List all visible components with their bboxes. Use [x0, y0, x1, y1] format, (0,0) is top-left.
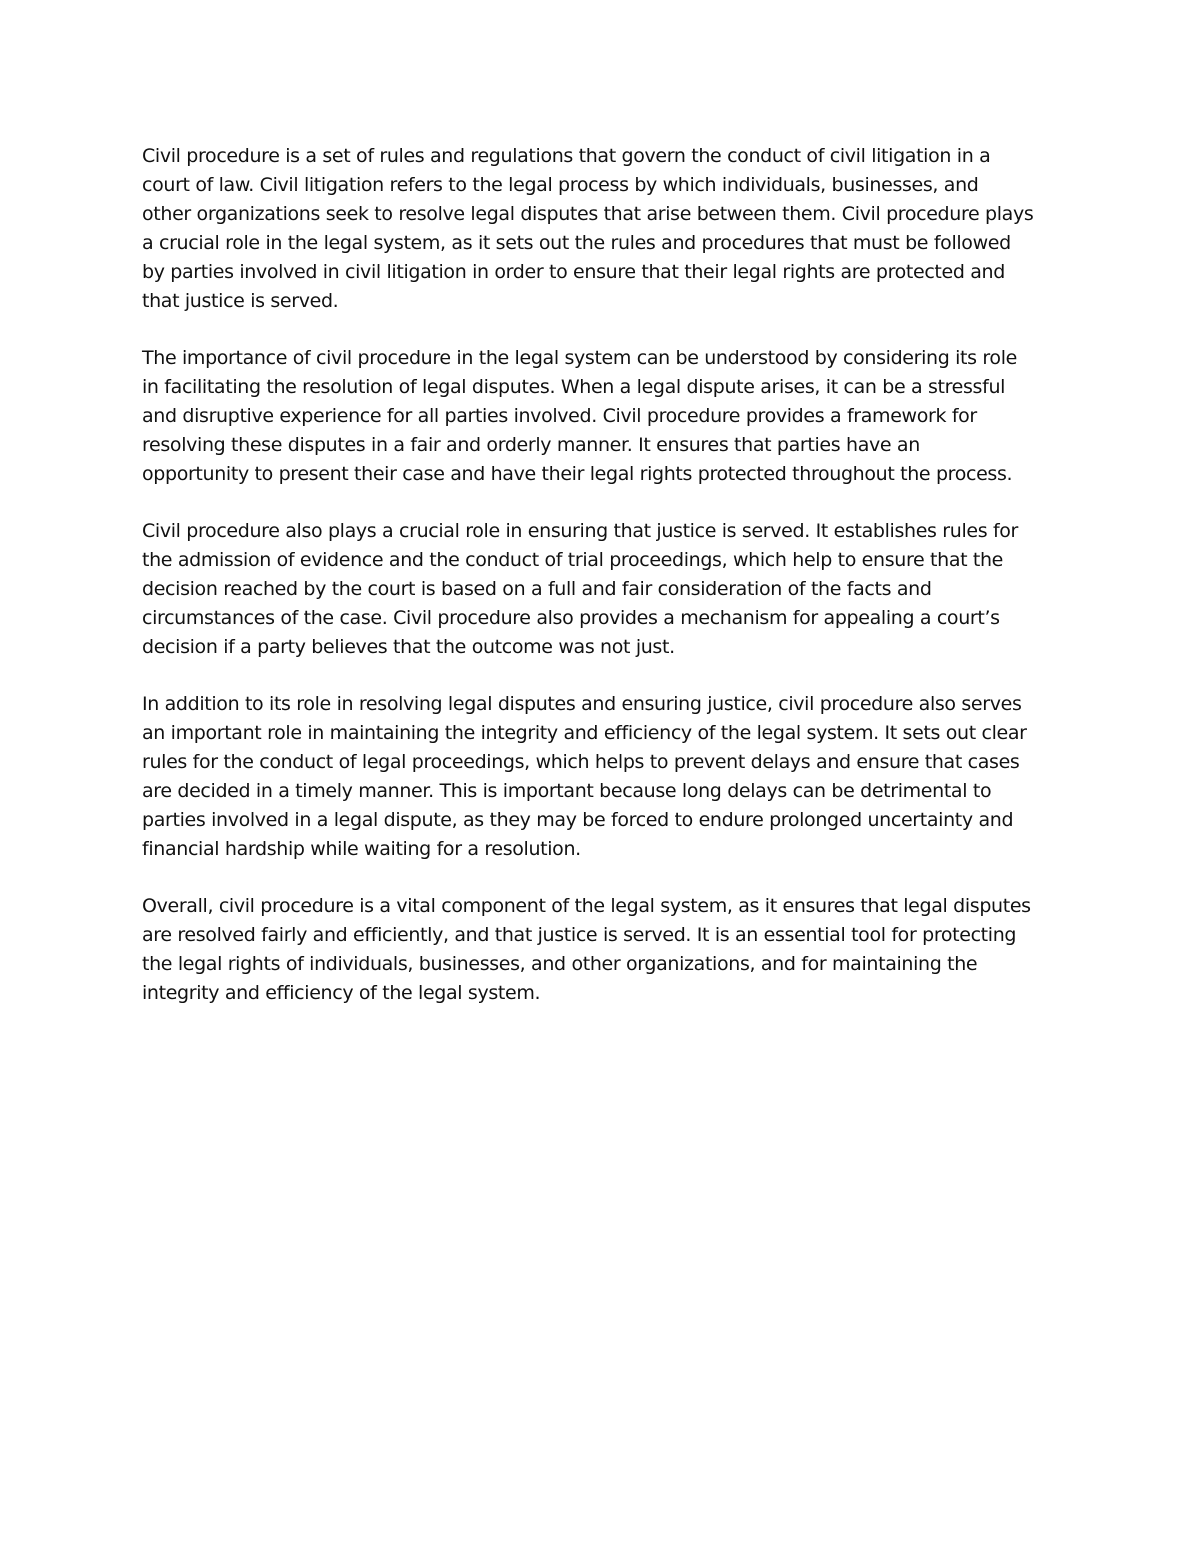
text-line: opportunity to present their case and have their legal rights protected throughout the process. — [142, 463, 1013, 485]
text-line: financial hardship while waiting for a resolution. — [142, 838, 581, 860]
text-line: court of law. Civil litigation refers to the legal process by which individuals, businesses, and — [142, 174, 979, 196]
document-body — [142, 142, 1058, 1036]
text-line: Civil procedure also plays a crucial role in ensuring that justice is served. It establishes rules for — [142, 520, 1019, 542]
text-line: and disruptive experience for all parties involved. Civil procedure provides a framework for — [142, 405, 977, 427]
text-line: the admission of evidence and the conduct of trial proceedings, which help to ensure that the — [142, 549, 1004, 571]
paragraph-2 — [142, 344, 1058, 489]
text-line: other organizations seek to resolve legal disputes that arise between them. Civil procedure plays — [142, 203, 1034, 225]
text-line: an important role in maintaining the integrity and efficiency of the legal system. It sets out clear — [142, 722, 1027, 744]
text-line: decision if a party believes that the outcome was not just. — [142, 636, 675, 658]
text-line: in facilitating the resolution of legal disputes. When a legal dispute arises, it can be a stressful — [142, 376, 1006, 398]
text-line: that justice is served. — [142, 290, 339, 312]
text-line: Civil procedure is a set of rules and regulations that govern the conduct of civil litigation in a — [142, 145, 991, 167]
text-line: resolving these disputes in a fair and orderly manner. It ensures that parties have an — [142, 434, 920, 456]
text-line: Overall, civil procedure is a vital component of the legal system, as it ensures that legal disputes — [142, 895, 1031, 917]
paragraph-3 — [142, 517, 1058, 662]
text-line: by parties involved in civil litigation in order to ensure that their legal rights are protected and — [142, 261, 1005, 283]
text-line: are resolved fairly and efficiently, and that justice is served. It is an essential tool for protecting — [142, 924, 1017, 946]
text-line: circumstances of the case. Civil procedure also provides a mechanism for appealing a court’s — [142, 607, 1000, 629]
paragraph-5 — [142, 892, 1058, 1008]
paragraph-1 — [142, 142, 1058, 316]
paragraph-4 — [142, 690, 1058, 864]
text-line: rules for the conduct of legal proceedings, which helps to prevent delays and ensure that cases — [142, 751, 1020, 773]
text-line: The importance of civil procedure in the legal system can be understood by considering its role — [142, 347, 1017, 369]
text-line: a crucial role in the legal system, as it sets out the rules and procedures that must be followed — [142, 232, 1011, 254]
text-line: parties involved in a legal dispute, as they may be forced to endure prolonged uncertainty and — [142, 809, 1014, 831]
text-line: In addition to its role in resolving legal disputes and ensuring justice, civil procedure also serves — [142, 693, 1022, 715]
text-line: the legal rights of individuals, businesses, and other organizations, and for maintaining the — [142, 953, 978, 975]
text-line: decision reached by the court is based on a full and fair consideration of the facts and — [142, 578, 932, 600]
text-line: integrity and efficiency of the legal system. — [142, 982, 541, 1004]
text-line: are decided in a timely manner. This is important because long delays can be detrimental to — [142, 780, 992, 802]
